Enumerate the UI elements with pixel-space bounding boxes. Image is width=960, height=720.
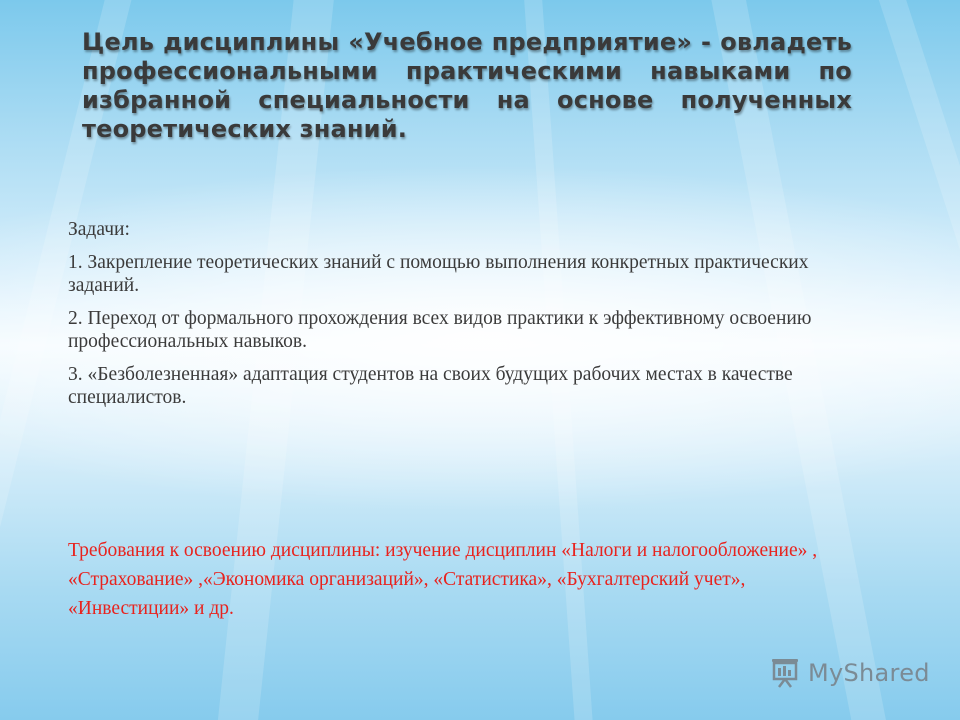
myshared-logo: [768, 655, 930, 691]
logo-text: MyShared: [808, 659, 930, 687]
task-item: 1. Закрепление теоретических знаний с помощью выполнения конкретных практических заданий.: [68, 252, 809, 296]
light-ray: [861, 0, 960, 720]
task-item: 2. Переход от формального прохождения всех видов практики к эффективному освоению профессиональных навыков.: [68, 308, 812, 352]
task-item: 3. «Безболезненная» адаптация студентов на своих будущих рабочих местах в качестве специалистов.: [68, 364, 793, 408]
tasks-block: [68, 218, 828, 419]
presentation-screen-icon: [768, 656, 802, 690]
requirements-text: Требования к освоению дисциплины: изучение дисциплин «Налоги и налогообложение» , «Страхование» ,«Экономика организаций», «Статистика», «Бухгалтерский учет», «Инвестиции» и др.: [68, 540, 818, 619]
slide-title: Цель дисциплины «Учебное предприятие» - овладеть профессиональными практическими навыками по избранной специальности на основе полученных теоретических знаний.: [82, 28, 852, 143]
tasks-heading: Задачи:: [68, 219, 130, 240]
